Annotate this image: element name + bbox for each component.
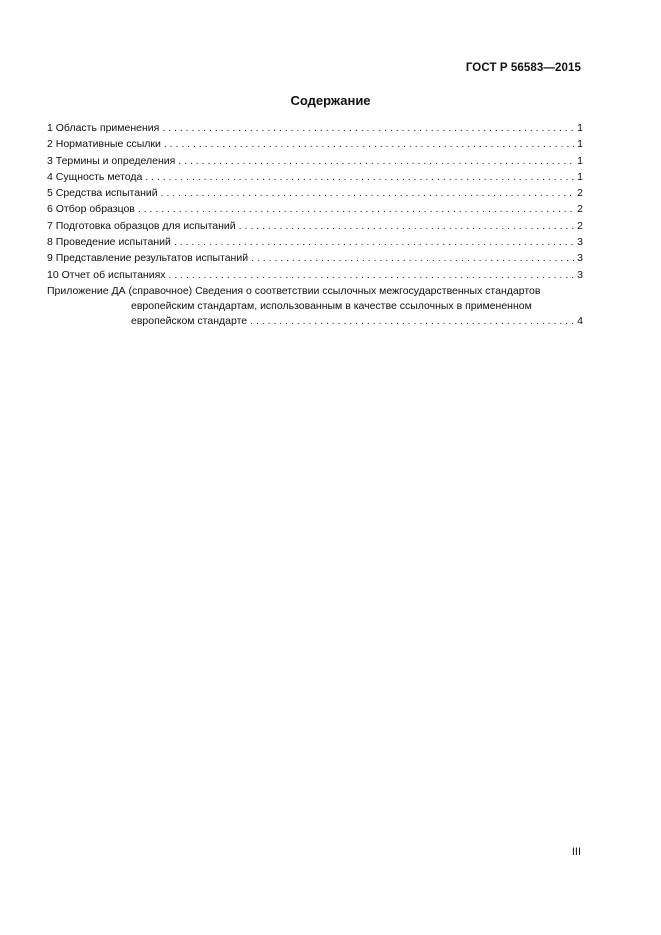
toc-entry-page: 3 [577, 268, 583, 281]
toc-title: Содержание [290, 93, 371, 108]
toc-entry-page: 3 [577, 252, 583, 265]
toc-entry[interactable] [47, 120, 583, 136]
toc-entry-label: 10 Отчет об испытаниях [47, 268, 166, 281]
toc-leader-dots [161, 185, 575, 201]
toc-leader-dots [250, 314, 574, 329]
toc-entry-page: 1 [577, 154, 583, 167]
toc-entry-label: 4 Сущность метода [47, 170, 143, 183]
toc-entry-label: 1 Область применения [47, 122, 160, 134]
toc-entry-page: 1 [577, 170, 583, 183]
toc-entry-page: 3 [577, 236, 583, 249]
toc-leader-dots [162, 120, 574, 136]
toc-entry[interactable] [47, 169, 583, 185]
toc-entry[interactable] [47, 201, 583, 217]
toc-entry-page: 1 [577, 122, 583, 134]
page-number: III [571, 846, 581, 858]
toc-entry[interactable] [47, 267, 583, 283]
toc-entry[interactable] [47, 234, 583, 250]
toc-entry-label: 2 Нормативные ссылки [47, 138, 161, 151]
appendix-title-line: европейском стандарте [131, 314, 248, 327]
standard-code: ГОСТ Р 56583—2015 [465, 62, 581, 74]
toc-entry[interactable] [47, 218, 583, 234]
toc-entry-label: 8 Проведение испытаний [47, 236, 171, 249]
toc-entry[interactable] [47, 136, 583, 152]
table-of-contents [47, 120, 583, 329]
toc-entry[interactable] [47, 250, 583, 266]
toc-entry[interactable] [47, 153, 583, 169]
toc-leader-dots [169, 267, 575, 283]
toc-leader-dots [145, 169, 574, 185]
toc-entry-label: 3 Термины и определения [47, 154, 176, 167]
toc-entry[interactable] [47, 185, 583, 201]
toc-appendix-entry[interactable] [47, 284, 583, 329]
toc-leader-dots [251, 250, 574, 266]
toc-entry-page: 2 [577, 187, 583, 200]
toc-entry-label: 7 Подготовка образцов для испытаний [47, 219, 236, 232]
toc-leader-dots [164, 136, 574, 152]
appendix-last-line [47, 314, 583, 329]
appendix-title-line: европейским стандартам, использованным в качестве ссылочных в примененном [131, 299, 532, 312]
toc-entry-page: 4 [577, 314, 583, 327]
toc-leader-dots [174, 234, 574, 250]
toc-entry-label: 6 Отбор образцов [47, 203, 135, 216]
toc-entry-label: 5 Средства испытаний [47, 187, 158, 200]
toc-entry-page: 2 [577, 219, 583, 232]
toc-entry-label: 9 Представление результатов испытаний [47, 252, 249, 265]
toc-leader-dots [239, 218, 574, 234]
toc-entry-page: 1 [577, 138, 583, 151]
toc-entry-page: 2 [577, 203, 583, 216]
toc-leader-dots [138, 201, 574, 217]
appendix-title-line: Приложение ДА (справочное) Сведения о соответствии ссылочных межгосударственных стандартов [47, 284, 541, 297]
toc-leader-dots [178, 153, 574, 169]
